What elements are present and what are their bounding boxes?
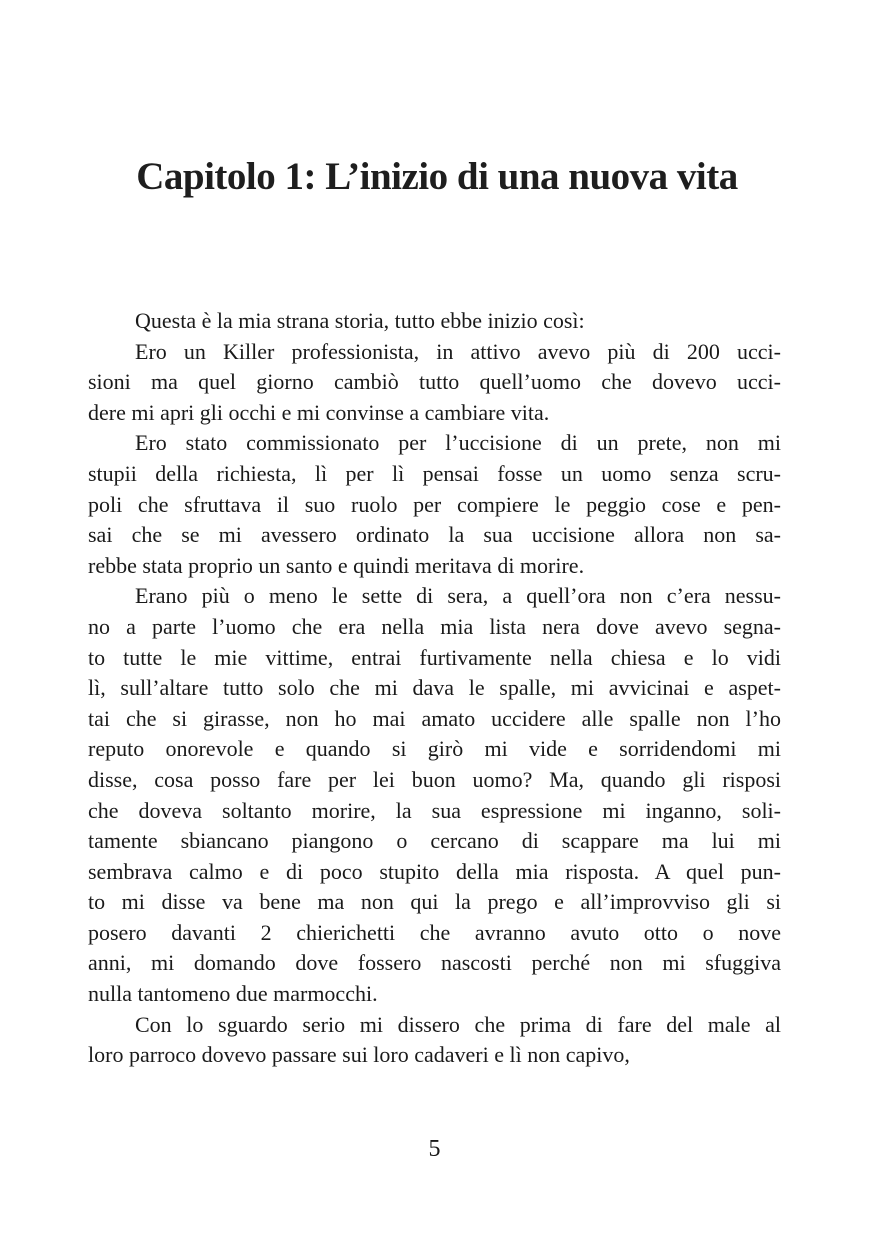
text-line: posero davanti 2 chierichetti che avranno avuto otto o nove: [88, 919, 781, 945]
text-line: to tutte le mie vittime, entrai furtivamente nella chiesa e lo vidi: [88, 644, 781, 670]
text-line: sembrava calmo e di poco stupito della mia risposta. A quel pun-: [88, 858, 781, 884]
chapter-title: Capitolo 1: L’inizio di una nuova vita: [136, 155, 738, 199]
text-line: lì, sull’altare tutto solo che mi dava le spalle, mi avvicinai e aspet-: [88, 675, 781, 701]
paragraph: [88, 306, 781, 337]
text-line: to mi disse va bene ma non qui la prego e all’improvviso gli si: [88, 889, 781, 915]
text-line: reputo onorevole e quando si girò mi vide e sorridendomi mi: [88, 736, 781, 762]
text-line: che doveva soltanto morire, la sua espressione mi inganno, soli-: [88, 797, 781, 823]
text-line: Erano più o meno le sette di sera, a quell’ora non c’era nessu-: [135, 583, 781, 609]
text-line: rebbe stata proprio un santo e quindi meritava di morire.: [88, 552, 585, 578]
text-line: Con lo sguardo serio mi dissero che prima di fare del male al: [135, 1011, 781, 1037]
paragraph: [88, 1010, 781, 1071]
text-line: Ero stato commissionato per l’uccisione di un prete, non mi: [135, 430, 781, 456]
chapter-body: [88, 306, 781, 1071]
text-line: sioni ma quel giorno cambiò tutto quell’uomo che dovevo ucci-: [88, 369, 781, 395]
text-line: tai che si girasse, non ho mai amato uccidere alle spalle non l’ho: [88, 705, 781, 731]
text-line: stupii della richiesta, lì per lì pensai fosse un uomo senza scru-: [88, 460, 781, 486]
text-line: no a parte l’uomo che era nella mia lista nera dove avevo segna-: [88, 613, 781, 639]
page-number: 5: [428, 1136, 441, 1162]
paragraph: [88, 428, 781, 581]
text-line: disse, cosa posso fare per lei buon uomo? Ma, quando gli risposi: [88, 766, 781, 792]
paragraph: [88, 337, 781, 429]
text-line: sai che se mi avessero ordinato la sua uccisione allora non sa-: [88, 522, 781, 548]
text-line: nulla tantomeno due marmocchi.: [88, 981, 378, 1007]
paragraph: [88, 581, 781, 1009]
text-line: loro parroco dovevo passare sui loro cadaveri e lì non capivo,: [88, 1042, 630, 1068]
text-line: Questa è la mia strana storia, tutto ebbe inizio così:: [135, 308, 585, 333]
text-line: anni, mi domando dove fossero nascosti perché non mi sfuggiva: [88, 950, 781, 976]
text-line: tamente sbiancano piangono o cercano di scappare ma lui mi: [88, 828, 781, 854]
text-line: Ero un Killer professionista, in attivo avevo più di 200 ucci-: [135, 338, 781, 364]
text-line: dere mi apri gli occhi e mi convinse a cambiare vita.: [88, 399, 550, 425]
text-line: poli che sfruttava il suo ruolo per compiere le peggio cose e pen-: [88, 491, 781, 517]
